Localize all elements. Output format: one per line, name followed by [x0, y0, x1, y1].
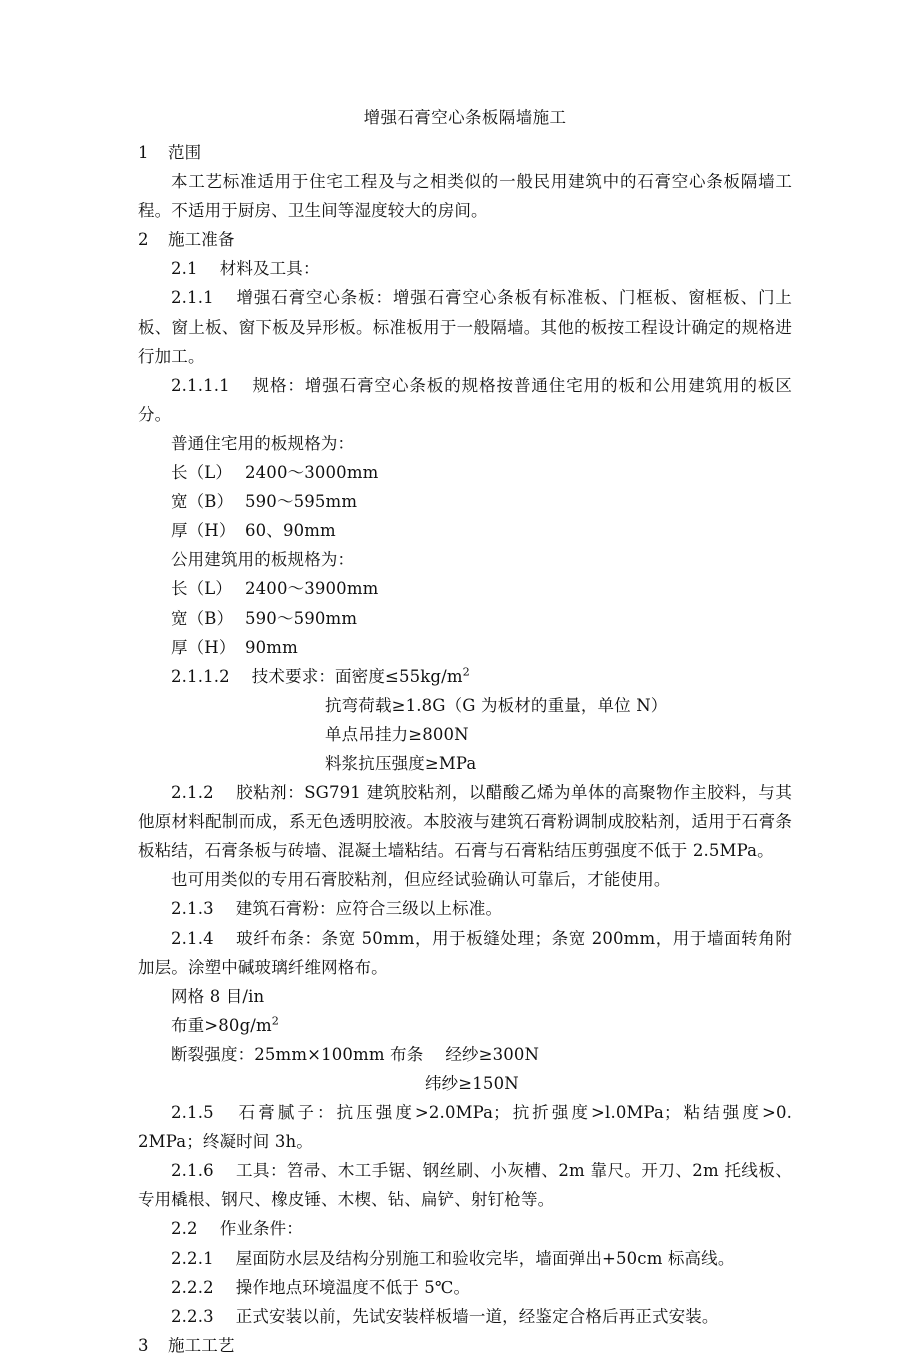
spec-value: 2400～3000mm — [245, 463, 379, 483]
residential-specs-heading: 普通住宅用的板规格为： — [171, 433, 355, 453]
item-2-1-1-2-label: 技术要求： — [251, 666, 336, 686]
item-2-1-1-1 — [138, 371, 792, 429]
section-heading-2 — [138, 225, 792, 254]
spec-key: 长（L） — [171, 463, 233, 483]
item-2-2-1-number: 2.2.1 — [171, 1248, 214, 1268]
break-strength-weft: 纬纱≥150N — [425, 1074, 519, 1093]
tech-requirement-0-sup: 2 — [462, 665, 470, 679]
item-2-1-text: 材料及工具： — [219, 259, 320, 279]
item-2-1-5-text: 石膏腻子：抗压强度>2.0MPa；抗折强度>l.0MPa；粘结强度>0. 2MPa；终凝时间 3h。 — [138, 1103, 792, 1152]
item-2-1-2-note: 也可用类似的专用石膏胶粘剂，但应经试验确认可靠后，才能使用。 — [171, 870, 671, 890]
section-number-2: 2 — [138, 230, 149, 250]
item-2-1-2-number: 2.1.2 — [171, 783, 214, 803]
item-2-2 — [171, 1214, 792, 1243]
item-2-1-1 — [138, 283, 792, 370]
item-2-1-2 — [138, 778, 792, 865]
weight-spec — [171, 1011, 792, 1040]
item-2-1-1-number: 2.1.1 — [171, 288, 214, 308]
break-strength-warp: 经纱≥300N — [445, 1044, 540, 1064]
tech-requirement-2: 单点吊挂力≥800N — [325, 724, 469, 744]
section-heading-1 — [138, 138, 792, 167]
item-2-1-3 — [171, 894, 792, 923]
spec-key: 长（L） — [171, 579, 233, 599]
item-2-2-1-text: 屋面防水层及结构分别施工和验收完毕，墙面弹出+50cm 标高线。 — [235, 1248, 735, 1268]
item-2-1-6 — [138, 1156, 792, 1214]
weight-spec-text: 布重>80g/m — [171, 1015, 272, 1035]
document-body — [138, 104, 792, 1360]
tech-requirement-1: 抗弯荷载≥1.8G（G 为板材的重量，单位 N） — [325, 695, 668, 715]
section-number-3: 3 — [138, 1335, 149, 1355]
spec-row-residential-thickness — [171, 516, 792, 545]
item-2-1-1-1-number: 2.1.1.1 — [171, 375, 230, 395]
item-2-1-6-number: 2.1.6 — [171, 1161, 214, 1181]
item-2-1-2-text: 胶粘剂：SG791 建筑胶粘剂，以醋酸乙烯为单体的高聚物作主胶料，与其他原材料配制而成，系无色透明胶液。本胶液与建筑石膏粉调制成胶粘剂，适用于石膏条板粘结，石膏条板与砖墙、混凝土墙粘结。石膏与石膏粘结压剪强度不低于 2.5MPa。 — [138, 783, 792, 861]
item-2-1 — [171, 254, 792, 283]
item-2-2-3-number: 2.2.3 — [171, 1306, 214, 1326]
item-2-1-1-text: 增强石膏空心条板：增强石膏空心条板有标准板、门框板、窗框板、门上板、窗上板、窗下板及异形板。标准板用于一般隔墙。其他的板按工程设计确定的规格进行加工。 — [138, 288, 792, 366]
spec-row-residential-width — [171, 487, 792, 516]
spec-row-public-width — [171, 604, 792, 633]
section-title-1: 范围 — [168, 143, 202, 162]
break-strength-row — [171, 1040, 792, 1069]
page-title: 增强石膏空心条板隔墙施工 — [363, 108, 567, 127]
spec-value: 590～590mm — [245, 608, 358, 628]
public-specs-heading: 公用建筑用的板规格为： — [171, 550, 355, 570]
tech-requirement-0: 面密度≤55kg/m — [335, 666, 463, 686]
mesh-spec: 网格 8 目/in — [171, 986, 265, 1006]
spec-key: 宽（B） — [171, 608, 234, 628]
item-2-1-5 — [138, 1098, 792, 1156]
spec-key: 厚（H） — [171, 637, 236, 657]
item-2-1-6-text: 工具：笤帚、木工手锯、钢丝刷、小灰槽、2m 靠尺。开刀、2m 托线板、专用橇根、钢尺、橡皮锤、木楔、钻、扁铲、射钉枪等。 — [138, 1161, 792, 1210]
section-title-3: 施工工艺 — [168, 1335, 235, 1355]
item-2-1-4 — [138, 924, 792, 982]
item-2-2-2-number: 2.2.2 — [171, 1277, 214, 1297]
spec-row-public-length — [171, 574, 792, 603]
item-2-2-text: 作业条件： — [219, 1219, 303, 1239]
item-2-1-4-number: 2.1.4 — [171, 928, 214, 948]
spec-key: 厚（H） — [171, 521, 236, 541]
spec-value: 60、90mm — [245, 521, 336, 541]
item-2-1-1-1-text: 规格：增强石膏空心条板的规格按普通住宅用的板和公用建筑用的板区分。 — [138, 375, 792, 424]
item-2-2-2-text: 操作地点环境温度不低于 5℃。 — [235, 1277, 471, 1297]
item-2-1-3-number: 2.1.3 — [171, 899, 214, 919]
item-2-1-3-text: 建筑石膏粉：应符合三级以上标准。 — [235, 899, 503, 919]
item-2-2-3 — [171, 1302, 792, 1331]
spec-key: 宽（B） — [171, 492, 234, 512]
item-2-1-number: 2.1 — [171, 259, 198, 279]
section-1-paragraph: 本工艺标准适用于住宅工程及与之相类似的一般民用建筑中的石膏空心条板隔墙工程。不适用于厨房、卫生间等湿度较大的房间。 — [138, 172, 792, 221]
item-2-2-number: 2.2 — [171, 1219, 198, 1239]
spec-value: 590～595mm — [245, 492, 358, 512]
spec-value: 90mm — [245, 637, 298, 657]
item-2-1-5-number: 2.1.5 — [171, 1103, 214, 1123]
spec-row-residential-length — [171, 458, 792, 487]
spec-row-public-thickness — [171, 633, 792, 662]
section-number-1: 1 — [138, 143, 149, 162]
break-strength-label: 断裂强度：25mm×100mm 布条 — [171, 1044, 424, 1064]
item-2-2-1 — [171, 1244, 792, 1273]
item-2-1-4-text: 玻纤布条：条宽 50mm，用于板缝处理；条宽 200mm，用于墙面转角附加层。涂塑中碱玻璃纤维网格布。 — [138, 928, 792, 977]
tech-requirement-3: 料浆抗压强度≥MPa — [325, 753, 477, 773]
item-2-1-1-2-number: 2.1.1.2 — [171, 666, 230, 686]
weight-spec-sup: 2 — [271, 1014, 280, 1028]
section-title-2: 施工准备 — [168, 230, 235, 250]
item-2-1-1-2 — [171, 662, 792, 691]
section-heading-3 — [138, 1331, 792, 1360]
item-2-2-3-text: 正式安装以前，先试安装样板墙一道，经鉴定合格后再正式安装。 — [235, 1306, 719, 1326]
item-2-2-2 — [171, 1273, 792, 1302]
spec-value: 2400～3900mm — [245, 579, 379, 599]
